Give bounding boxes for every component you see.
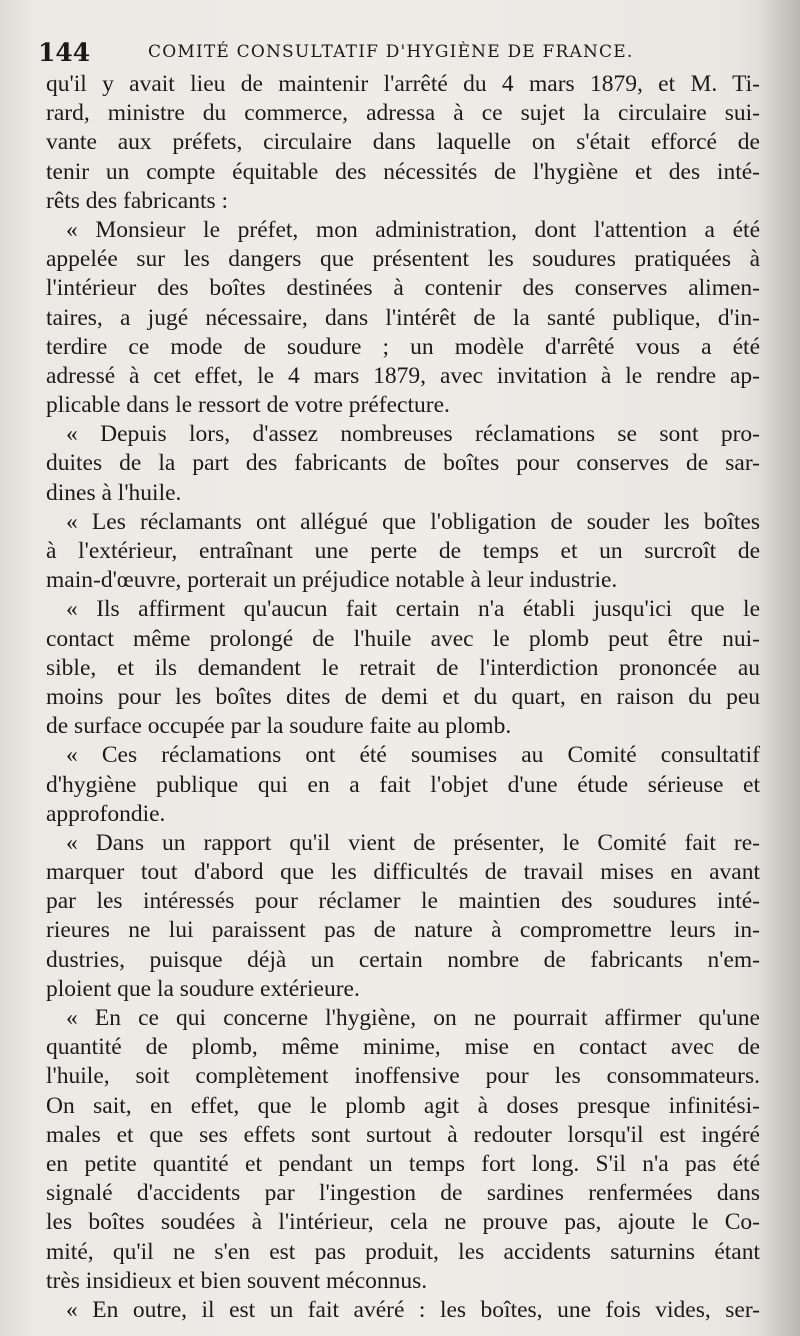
text-line: « Dans un rapport qu'il vient de présenter, le Comité fait re- (66, 829, 760, 856)
text-line: en petite quantité et pendant un temps fort long. S'il n'a pas été (46, 1150, 760, 1177)
text-line: males et que ses effets sont surtout à redouter lorsqu'il est ingéré (46, 1121, 760, 1148)
text-line: l'intérieur des boîtes destinées à contenir des conserves alimen- (46, 275, 760, 302)
text-line: signalé d'accidents par l'ingestion de sardines renfermées dans (46, 1180, 760, 1207)
running-title: COMITÉ CONSULTATIF D'HYGIÈNE DE FRANCE. (148, 42, 634, 62)
text-line: à l'extérieur, entraînant une perte de temps et un surcroît de (46, 538, 760, 564)
text-line: qu'il y avait lieu de maintenir l'arrêté du 4 mars 1879, et M. Ti- (46, 71, 760, 97)
text-line: approfondie. (46, 800, 166, 827)
text-line: On sait, en effet, que le plomb agit à doses presque infinitési- (46, 1092, 760, 1119)
page-gutter-shadow (760, 0, 800, 1336)
text-line: rard, ministre du commerce, adressa à ce sujet la circulaire sui- (46, 100, 760, 127)
text-line: « En ce qui concerne l'hygiène, on ne pourrait affirmer qu'une (66, 1005, 760, 1031)
text-line: « Ils affirment qu'aucun fait certain n'a établi jusqu'ici que le (66, 596, 760, 623)
text-line: quantité de plomb, même minime, mise en contact avec de (46, 1034, 760, 1061)
text-line: par les intéressés pour réclamer le maintien des soudures inté- (46, 888, 760, 915)
text-line: mité, qu'il ne s'en est pas produit, les accidents saturnins étant (46, 1238, 760, 1265)
text-line: moins pour les boîtes dites de demi et du quart, en raison du peu (46, 683, 760, 710)
text-line: sible, et ils demandent le retrait de l'interdiction prononcée au (46, 654, 760, 681)
text-line: contact même prolongé de l'huile avec le plomb peut être nui- (46, 625, 760, 652)
page-header (38, 36, 758, 66)
text-line: adressé à cet effet, le 4 mars 1879, avec invitation à le rendre ap- (46, 362, 760, 389)
text-line: duites de la part des fabricants de boîtes pour conserves de sar- (46, 450, 760, 477)
text-line: dines à l'huile. (46, 479, 182, 506)
text-line: taires, a jugé nécessaire, dans l'intérêt de la santé publique, d'in- (46, 304, 760, 331)
text-line: main-d'œuvre, porterait un préjudice notable à leur industrie. (46, 567, 618, 594)
text-line: vante aux préfets, circulaire dans laquelle on s'était efforcé de (46, 129, 760, 156)
text-line: « Ces réclamations ont été soumises au Comité consultatif (66, 742, 760, 769)
text-line: « En outre, il est un fait avéré : les boîtes, une fois vides, ser- (66, 1296, 760, 1323)
text-line: « Depuis lors, d'assez nombreuses réclamations se sont pro- (66, 421, 760, 448)
text-line: l'huile, soit complètement inoffensive pour les consommateurs. (46, 1063, 760, 1090)
text-line: très insidieux et bien souvent méconnus. (46, 1267, 428, 1294)
text-line: « Les réclamants ont allégué que l'obligation de souder les boîtes (66, 508, 760, 535)
text-line: de surface occupée par la soudure faite au plomb. (46, 713, 512, 740)
text-line: les boîtes soudées à l'intérieur, cela ne prouve pas, ajoute le Co- (46, 1209, 760, 1236)
text-line: d'hygiène publique qui en a fait l'objet d'une étude sérieuse et (46, 771, 760, 798)
text-line: appelée sur les dangers que présentent les soudures pratiquées à (46, 246, 760, 273)
text-line: dustries, puisque déjà un certain nombre de fabricants n'em- (46, 946, 760, 973)
text-line: ploient que la soudure extérieure. (46, 975, 360, 1002)
text-line: marquer tout d'abord que les difficultés de travail mises en avant (46, 859, 760, 886)
body-text (46, 70, 760, 1325)
page-number: 144 (38, 38, 91, 67)
text-line: tenir un compte équitable des nécessités de l'hygiène et des inté- (46, 158, 760, 185)
text-line: rêts des fabricants : (46, 187, 229, 214)
text-line: rieures ne lui paraissent pas de nature à compromettre leurs in- (46, 917, 760, 944)
text-line: « Monsieur le préfet, mon administration, dont l'attention a été (66, 216, 760, 243)
text-line: plicable dans le ressort de votre préfecture. (46, 392, 450, 419)
text-line: terdire ce mode de soudure ; un modèle d'arrêté vous a été (46, 333, 760, 360)
